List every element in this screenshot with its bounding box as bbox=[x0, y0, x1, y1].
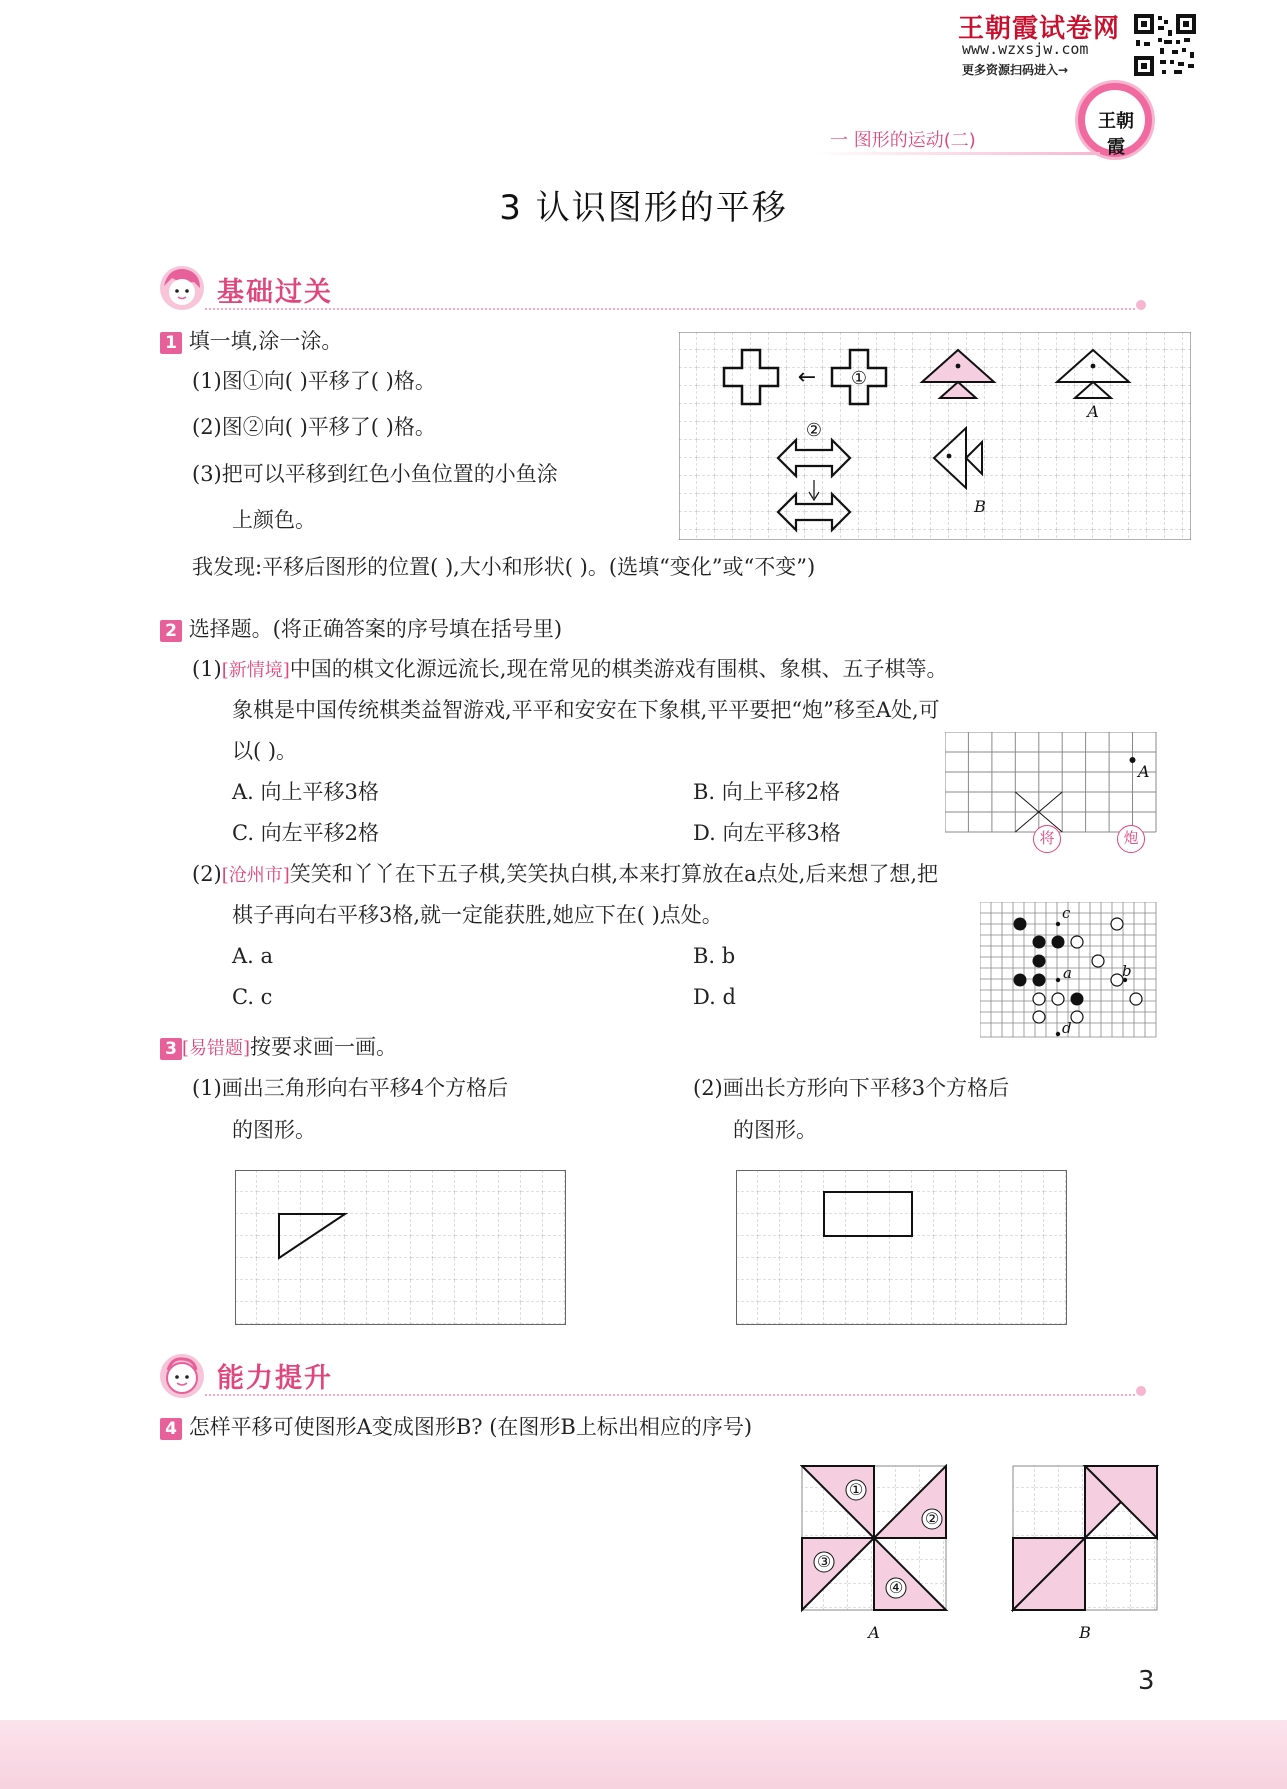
gomoku-board-figure bbox=[980, 902, 1160, 1042]
divider-dots-2 bbox=[1136, 1386, 1146, 1396]
brand-more-text: 更多资源扫码进入→ bbox=[962, 63, 1069, 77]
piece-label-two: ② bbox=[924, 1509, 940, 1528]
q1-prompt: 填一填,涂一涂。 bbox=[188, 329, 343, 353]
q1-line3b: 上颜色。 bbox=[232, 508, 316, 532]
q2-p2-line1: (2)[沧州市]笑笑和丫丫在下五子棋,笑笑执白棋,本来打算放在a点处,后来想了想,把 bbox=[192, 862, 939, 886]
q3-triangle-grid[interactable] bbox=[235, 1170, 567, 1326]
section-divider bbox=[205, 308, 1135, 310]
brand-name: 王朝霞试卷网 bbox=[958, 14, 1121, 44]
piece-label-three: ③ bbox=[816, 1552, 832, 1571]
lesson-title: 3 认识图形的平移 bbox=[499, 188, 788, 228]
q2-p1-line1: (1)[新情境]中国的棋文化源远流长,现在常见的棋类游戏有围棋、象棋、五子棋等。 bbox=[192, 657, 948, 681]
q1-line1[interactable]: (1)图①向( )平移了( )格。 bbox=[192, 369, 436, 393]
tag-new-context: [新情境] bbox=[221, 660, 290, 681]
gomoku-label-b: b bbox=[1122, 962, 1132, 980]
chapter-header: 一 图形的运动(二) bbox=[830, 130, 976, 151]
q3-prompt: 按要求画一画。 bbox=[250, 1035, 398, 1059]
section-title-basic: 基础过关 bbox=[217, 277, 333, 308]
q2-p1-line2: 象棋是中国传统棋类益智游戏,平平和安安在下象棋,平平要把“炮”移至A处,可 bbox=[232, 698, 940, 722]
pao-label: 炮 bbox=[1123, 829, 1139, 847]
figure-b-label: B bbox=[1079, 1623, 1091, 1642]
q3-number: 3 bbox=[160, 1038, 182, 1060]
q1-discover[interactable]: 我发现:平移后图形的位置( ),大小和形状( )。(选填“变化”或“不变”) bbox=[192, 555, 816, 579]
gomoku-label-d: d bbox=[1062, 1019, 1072, 1037]
label-b: B bbox=[974, 497, 986, 516]
gomoku-label-c: c bbox=[1062, 904, 1071, 922]
q1-number: 1 bbox=[160, 332, 182, 354]
jiang-piece bbox=[1033, 825, 1061, 853]
q1-line2[interactable]: (2)图②向( )平移了( )格。 bbox=[192, 415, 436, 439]
header-underline bbox=[810, 152, 1100, 155]
q2-p1-option-d[interactable]: D. 向左平移3格 bbox=[693, 821, 841, 845]
q2 bbox=[160, 614, 562, 644]
q3-rectangle-grid[interactable] bbox=[736, 1170, 1068, 1326]
q2-p2-option-c[interactable]: C. c bbox=[232, 985, 273, 1009]
q1-grid-figure bbox=[679, 332, 1191, 540]
q3-p1b: 的图形。 bbox=[232, 1118, 316, 1142]
q2-prompt: 选择题。(将正确答案的序号填在括号里) bbox=[188, 617, 563, 641]
qr-code-icon[interactable] bbox=[1132, 12, 1198, 78]
section-title-advanced: 能力提升 bbox=[217, 1363, 333, 1394]
q2-p1-option-c[interactable]: C. 向左平移2格 bbox=[232, 821, 380, 845]
label-a: A bbox=[1087, 402, 1099, 421]
figure-a-label: A bbox=[868, 1623, 880, 1642]
footer-band bbox=[0, 1720, 1287, 1789]
q2-p1-option-a[interactable]: A. 向上平移3格 bbox=[232, 780, 379, 804]
q2-p2-option-d[interactable]: D. d bbox=[693, 985, 736, 1009]
q2-p1-option-b[interactable]: B. 向上平移2格 bbox=[693, 780, 841, 804]
piece-label-one: ① bbox=[848, 1480, 864, 1499]
gomoku-label-a: a bbox=[1063, 964, 1072, 982]
brand-logo bbox=[1075, 80, 1155, 160]
q3-p2a: (2)画出长方形向下平移3个方格后 bbox=[693, 1076, 1010, 1100]
arrow-left: ← bbox=[797, 365, 817, 390]
q2-p2-line2[interactable]: 棋子再向右平移3格,就一定能获胜,她应下在( )点处。 bbox=[232, 903, 723, 927]
piece-label-four: ④ bbox=[888, 1578, 904, 1597]
label-one: ① bbox=[850, 368, 868, 389]
boy-avatar-icon bbox=[158, 1352, 206, 1400]
label-two: ② bbox=[805, 420, 823, 441]
q1-line3a: (3)把可以平移到红色小鱼位置的小鱼涂 bbox=[192, 462, 558, 486]
q2-p2-option-a[interactable]: A. a bbox=[232, 944, 274, 968]
brand-url[interactable]: www.wzxsjw.com bbox=[962, 40, 1089, 58]
divider-dots bbox=[1136, 300, 1146, 310]
q4 bbox=[160, 1412, 752, 1442]
girl-avatar-icon bbox=[158, 264, 206, 312]
q3-p2b: 的图形。 bbox=[733, 1118, 817, 1142]
tag-error-prone: [易错题] bbox=[182, 1038, 251, 1059]
jiang-label: 将 bbox=[1039, 829, 1055, 847]
q4-number: 4 bbox=[160, 1418, 182, 1440]
q4-figure-b[interactable] bbox=[1011, 1464, 1161, 1644]
q1 bbox=[160, 326, 342, 356]
chess-label-a: A bbox=[1138, 762, 1150, 781]
section-divider-2 bbox=[205, 1394, 1135, 1396]
q4-figure-a bbox=[800, 1464, 950, 1644]
pao-piece bbox=[1117, 825, 1145, 853]
tag-cangzhou: [沧州市] bbox=[221, 865, 290, 886]
q3-p1a: (1)画出三角形向右平移4个方格后 bbox=[192, 1076, 509, 1100]
q2-number: 2 bbox=[160, 620, 182, 642]
q3 bbox=[160, 1032, 397, 1064]
q4-prompt: 怎样平移可使图形A变成图形B? (在图形B上标出相应的序号) bbox=[188, 1415, 753, 1439]
logo-text: 王朝霞 bbox=[1098, 111, 1134, 158]
page-number: 3 bbox=[1138, 1666, 1155, 1696]
q2-p2-option-b[interactable]: B. b bbox=[693, 944, 736, 968]
q2-p1-line3[interactable]: 以( )。 bbox=[232, 739, 298, 763]
